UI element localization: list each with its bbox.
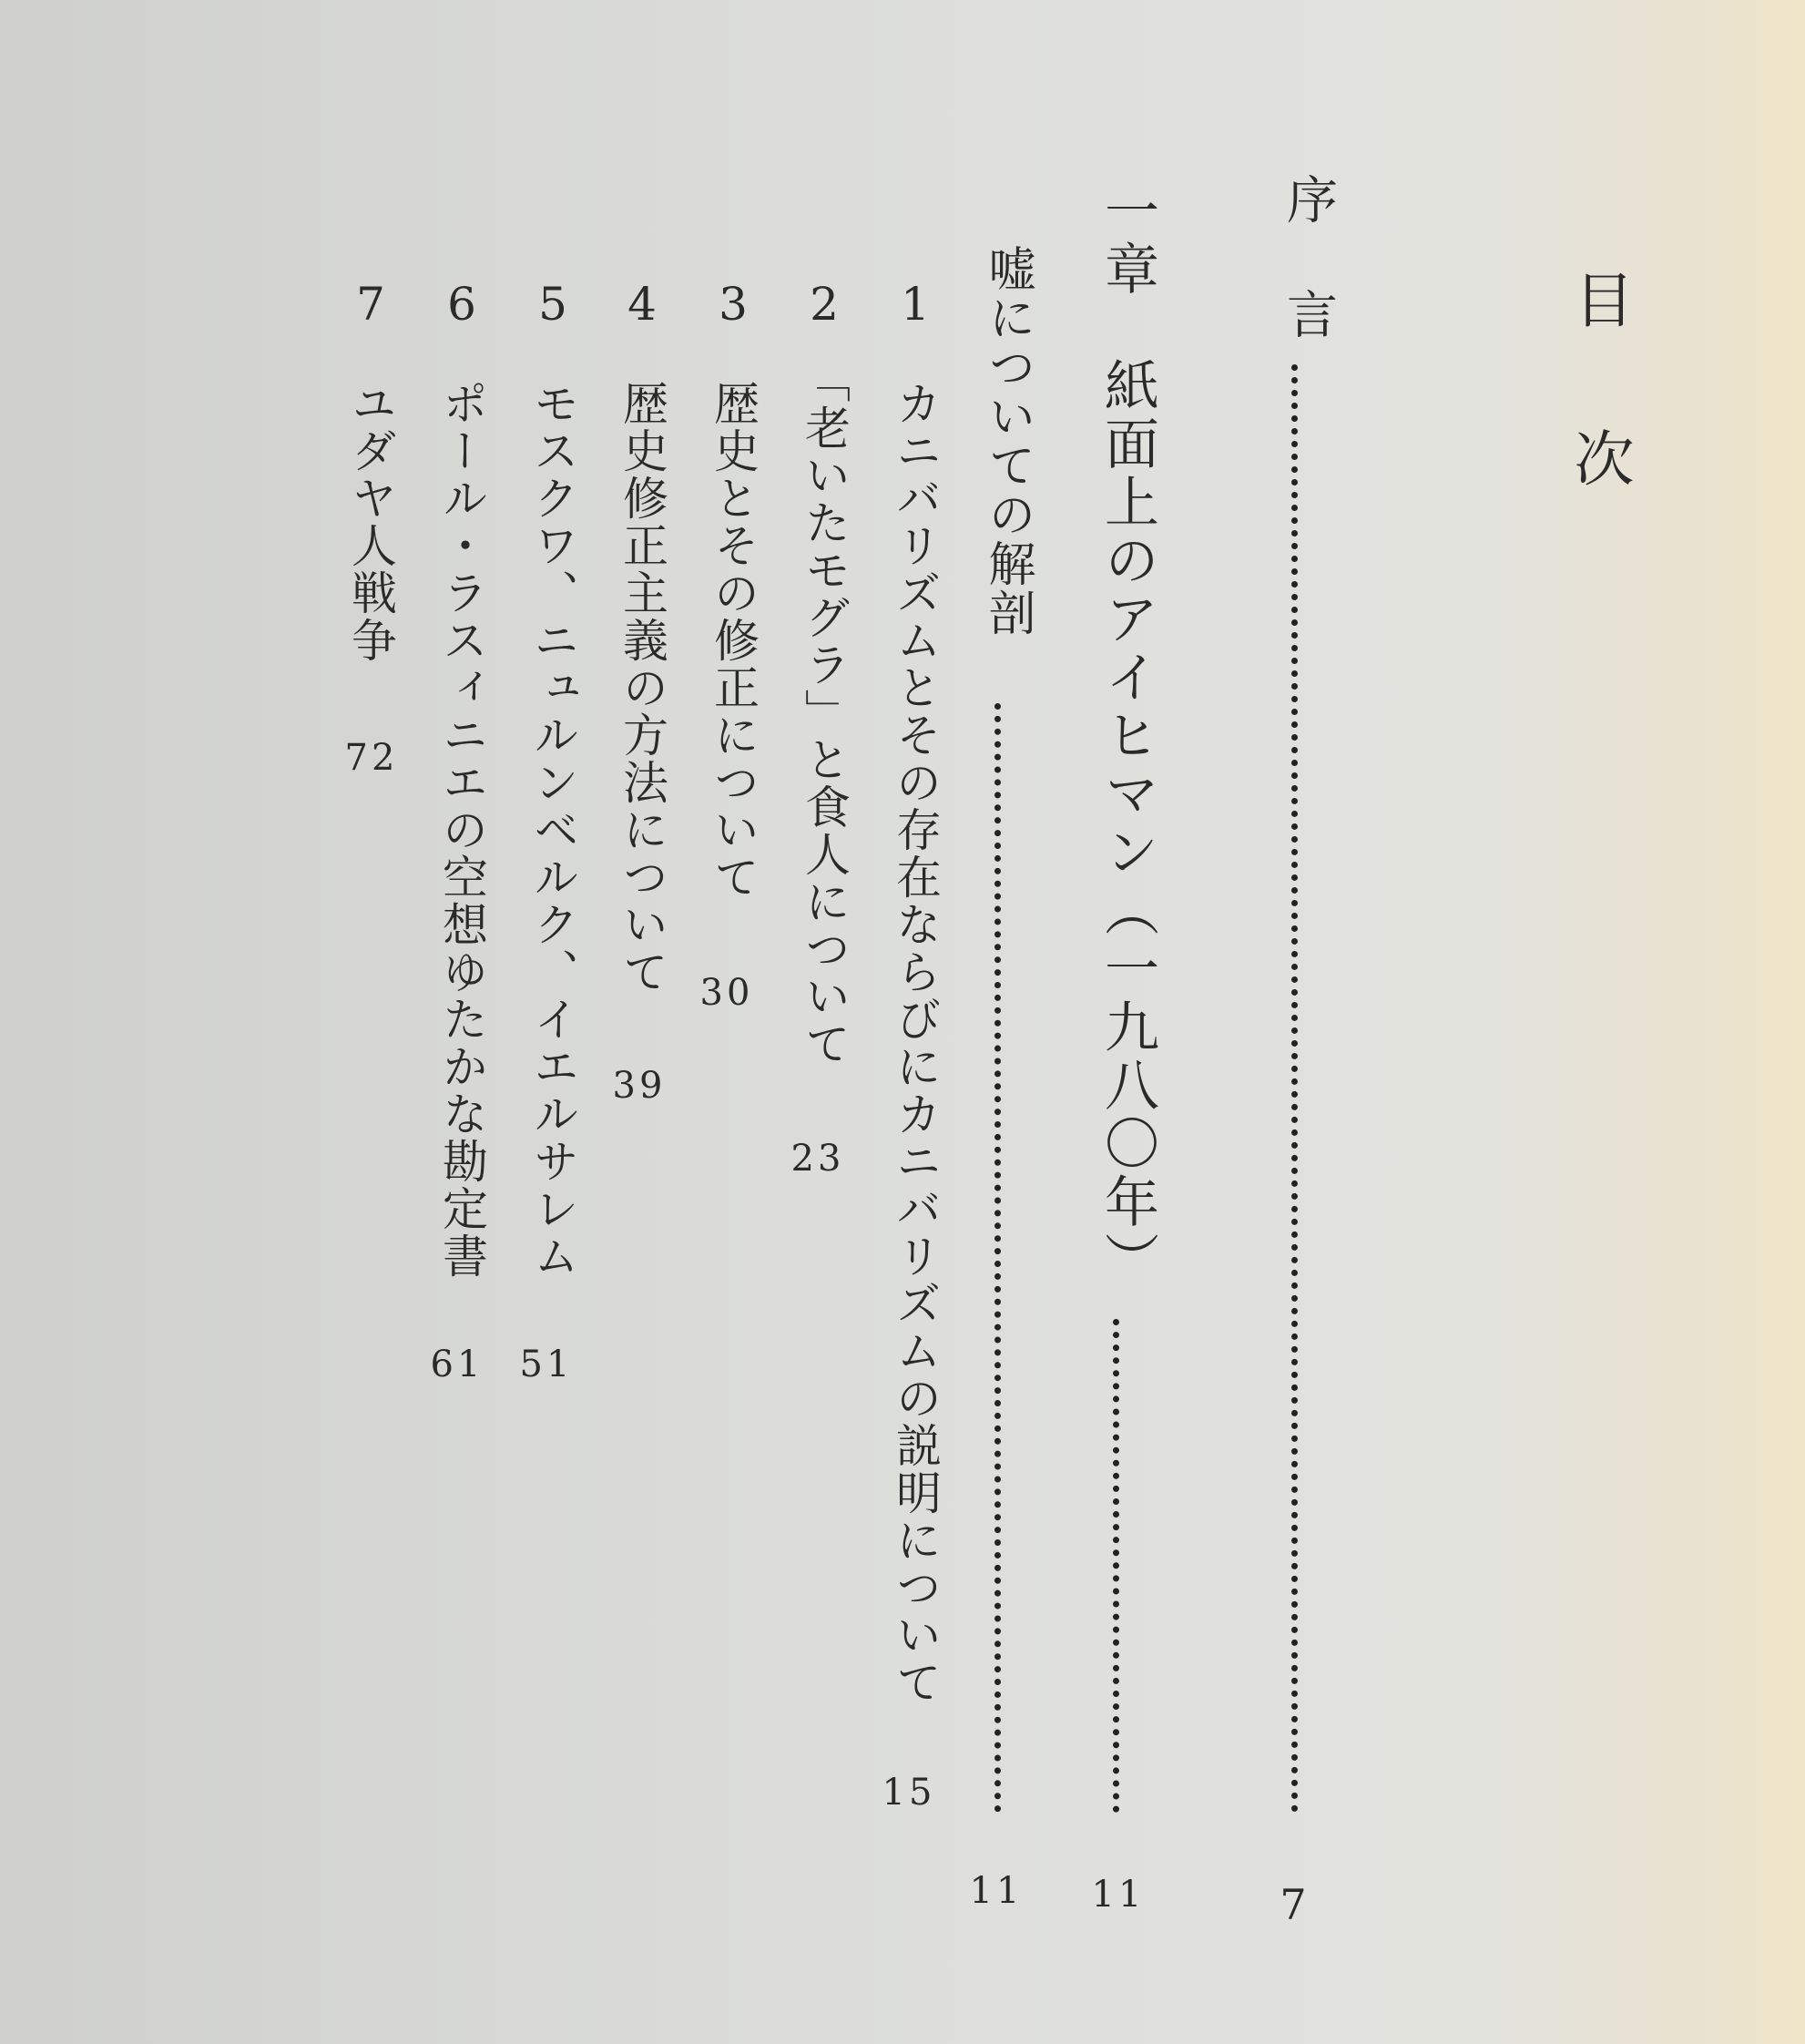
toc-item-4[interactable] xyxy=(616,278,668,996)
toc-item-title: ユダヤ人戦争 xyxy=(344,380,397,664)
toc-item-title: 歴史修正主義の方法について xyxy=(616,380,668,996)
toc-item-3[interactable] xyxy=(707,278,760,901)
toc-item-2[interactable] xyxy=(798,278,851,1068)
toc-item-page-number: 15 xyxy=(882,1772,936,1814)
toc-item-page-number: 61 xyxy=(430,1344,484,1385)
preface-leader xyxy=(1291,364,1298,1813)
section-page-number: 11 xyxy=(969,1870,1024,1912)
toc-item-title: 「老いたモグラ」と食人について xyxy=(798,380,851,1068)
chapter-leader xyxy=(1113,1319,1119,1813)
toc-item-page-number: 30 xyxy=(699,972,754,1014)
preface-page-number: 7 xyxy=(1280,1880,1310,1929)
toc-item-number: 6 xyxy=(435,278,488,332)
toc-item-number: 1 xyxy=(889,278,942,332)
toc-item-number: 4 xyxy=(616,278,668,332)
toc-item-title: モスクワ、ニュルンベルク、イエルサレム xyxy=(526,380,579,1280)
toc-title: 目次 xyxy=(1564,269,1634,586)
toc-item-title: 歴史とその修正について xyxy=(707,380,760,901)
chapter-heading: 一章 紙面上のアイヒマン（一九八〇年） xyxy=(1096,182,1159,1290)
toc-item-5[interactable] xyxy=(526,278,579,1280)
toc-item-6[interactable] xyxy=(435,278,488,1280)
toc-item-7[interactable] xyxy=(344,278,397,664)
section-heading: 嘘についての解剖 xyxy=(980,244,1035,638)
toc-item-number: 2 xyxy=(798,278,851,332)
toc-item-number: 7 xyxy=(344,278,397,332)
section-leader xyxy=(994,703,1001,1813)
toc-item-page-number: 39 xyxy=(612,1065,667,1107)
toc-item-number: 3 xyxy=(707,278,760,332)
toc-item-title: カニバリズムとその存在ならびにカニバリズムの説明について xyxy=(889,380,942,1706)
preface-heading: 序言 xyxy=(1279,173,1338,403)
toc-item-page-number: 23 xyxy=(790,1138,845,1180)
toc-item-page-number: 72 xyxy=(344,737,399,779)
chapter-page-number: 11 xyxy=(1091,1874,1146,1916)
toc-item-page-number: 51 xyxy=(519,1344,574,1385)
toc-item-1[interactable] xyxy=(889,278,942,1706)
toc-item-title: ポール・ラスィニエの空想ゆたかな勘定書 xyxy=(435,380,488,1280)
toc-item-number: 5 xyxy=(526,278,579,332)
